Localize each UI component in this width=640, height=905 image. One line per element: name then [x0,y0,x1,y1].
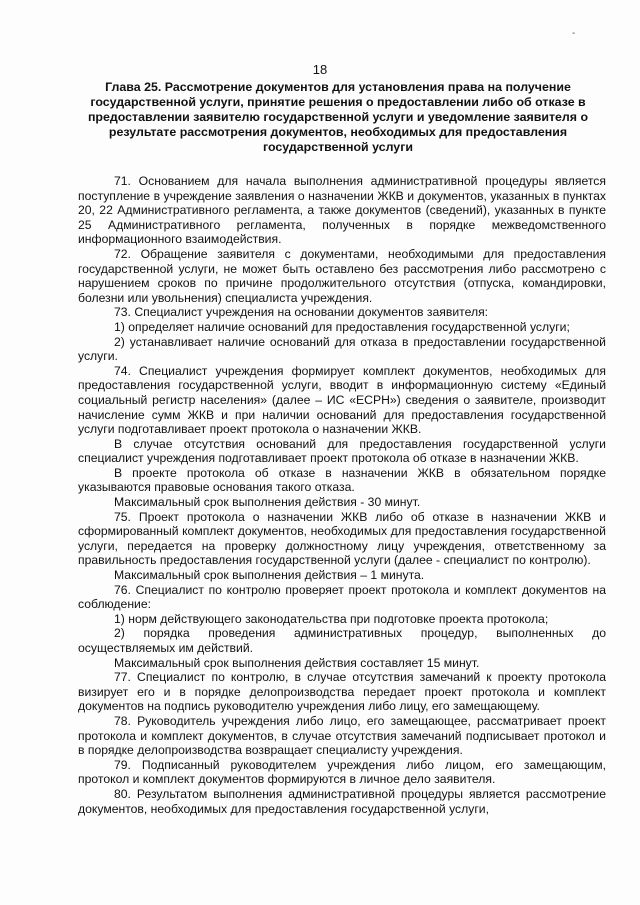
paragraph-74-legal-grounds: В проекте протокола об отказе в назначении ЖКВ в обязательном порядке указываются правовые основания такого отказа. [78,465,606,495]
paragraph-76-max-time: Максимальный срок выполнения действия составляет 15 минут. [114,655,480,670]
page-number: 18 [312,62,328,77]
paragraph-74-max-time: Максимальный срок выполнения действия - 30 минут. [114,495,421,510]
paragraph-73-item-2: 2) устанавливает наличие оснований для отказа в предоставлении государственной услуги. [78,334,606,364]
paragraph-72: 72. Обращение заявителя с документами, необходимыми для предоставления государственной услуги, не может быть оставлено без рассмотрения либо рассмотрено с нарушением сроков по причине продолжительного отсутствия (отпуска, командировки, болезни или увольнения) специалиста учреждения. [78,246,606,305]
paragraph-75: 75. Проект протокола о назначении ЖКВ либо об отказе в назначении ЖКВ и сформированный комплект документов, необходимых для предоставления государственной услуги, передается на проверку должностному лицу учреждения, ответственному за правильность предоставления государственной услуги (далее - специалист по контролю). [78,509,606,568]
paragraph-73: 73. Специалист учреждения на основании документов заявителя: [114,305,489,320]
paragraph-75-max-time: Максимальный срок выполнения действия – 1 минута. [114,568,425,583]
paragraph-71: 71. Основанием для начала выполнения административной процедуры является поступление в учреждение заявления о назначении ЖКВ и документов, указанных в пунктах 20, 22 Административного регламента, а также документов (сведений), указанных в пункте 25 Административного регламента, полученных в порядке межведомственного информационного взаимодействия. [78,174,606,247]
paragraph-76-item-2: 2) порядка проведения административных процедур, выполненных до осуществляемых им действий. [78,626,606,655]
paragraph-73-item-1: 1) определяет наличие оснований для предоставления государственной услуги; [114,319,570,334]
paragraph-76-item-1: 1) норм действующего законодательства при подготовке проекта протокола; [114,611,549,626]
paragraph-80: 80. Результатом выполнения административной процедуры является рассмотрение документов, необходимых для предоставления государственной услуги, [78,786,606,816]
paragraph-78: 78. Руководитель учреждения либо лицо, его замещающее, рассматривает проект протокола и комплект документов, в случае отсутствия замечаний подписывает протокол и в порядке делопроизводства возвращает специалисту учреждения. [78,713,606,758]
paragraph-77: 77. Специалист по контролю, в случае отсутствия замечаний к проекту протокола визирует его и в порядке делопроизводства передает проект протокола и комплект документов на подпись руководителю учреждения либо лицу, его замещающему. [78,670,606,714]
body-text [78,174,606,816]
paragraph-76: 76. Специалист по контролю проверяет проект протокола и комплект документов на соблюдение: [78,582,606,612]
scan-mark: - [572,28,576,39]
paragraph-74-refusal: В случае отсутствия оснований для предоставления государственной услуги специалист учреждения подготавливает проект протокола об отказе в назначении ЖКВ. [78,436,606,466]
paragraph-74: 74. Специалист учреждения формирует комплект документов, необходимых для предоставления государственной услуги, вводит в информационную систему «Единый социальный регистр населения» (далее – ИС «ЕСРН») сведения о заявителе, производит начисление сумм ЖКВ и при наличии оснований для предоставления государственной услуги подготавливает проект протокола о назначении ЖКВ. [78,363,606,437]
paragraph-79: 79. Подписанный руководителем учреждения либо лицом, его замещающим, протокол и комплект документов формируются в личное дело заявителя. [78,757,606,787]
chapter-title: Глава 25. Рассмотрение документов для установления права на получение государственной услуги, принятие решения о предоставлении либо об отказе в предоставлении заявителю государственной услуги и уведомление заявителя о результате рассмотрения документов, необходимых для предоставления государственной услуги [87,80,589,154]
